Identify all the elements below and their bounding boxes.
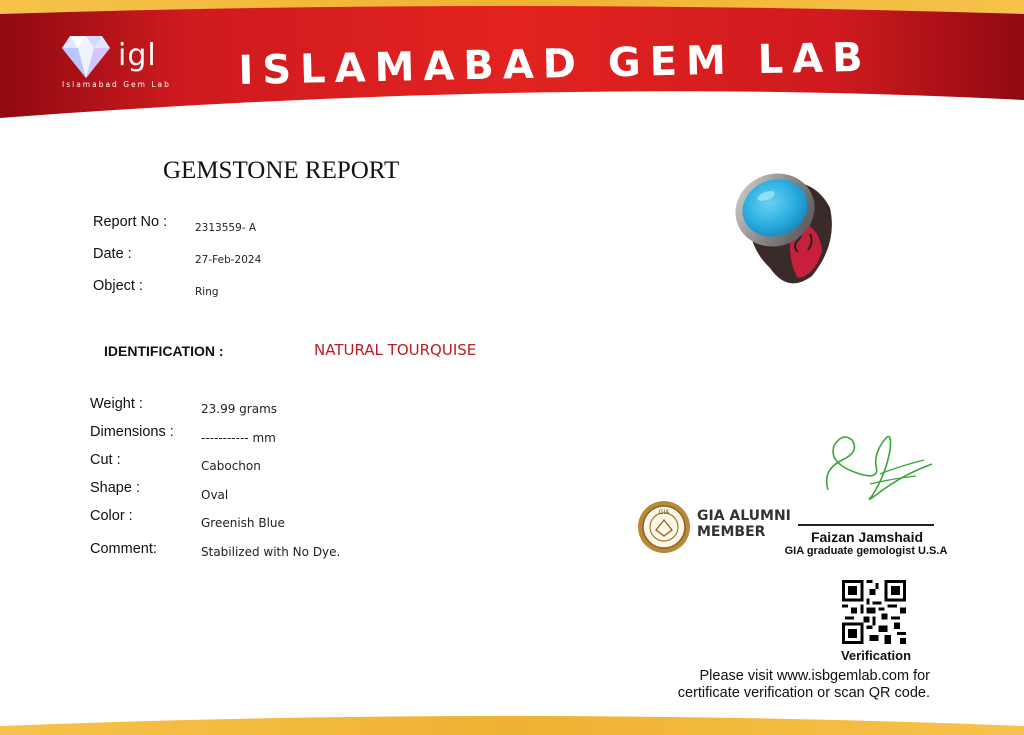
cut-value: Cabochon: [201, 459, 261, 473]
verification-line1: Please visit www.isbgemlab.com for: [699, 668, 930, 684]
color-label: Color :: [90, 508, 133, 524]
qr-caption: Verification: [840, 648, 912, 663]
gia-alumni-line1: GIA ALUMNI: [697, 508, 791, 524]
banner-title: ISLAMABAD GEM LAB: [238, 34, 873, 94]
color-value: Greenish Blue: [201, 516, 285, 530]
comment-label: Comment:: [90, 541, 157, 557]
gia-seal-text: GIA: [658, 509, 670, 516]
shape-label: Shape :: [90, 480, 140, 496]
weight-value: 23.99 grams: [201, 402, 278, 416]
report-no-label: Report No :: [93, 214, 168, 230]
identification-value: NATURAL TOURQUISE: [314, 341, 477, 359]
gia-alumni-badge: [697, 508, 791, 540]
identification-label: IDENTIFICATION :: [104, 343, 224, 359]
object-label: Object :: [93, 278, 143, 294]
gia-alumni-line2: MEMBER: [697, 524, 766, 540]
weight-label: Weight :: [90, 396, 143, 412]
date-label: Date :: [93, 246, 132, 262]
verification-note: [640, 668, 930, 702]
signatory-title: GIA graduate gemologist U.S.A: [784, 545, 948, 557]
qr-code[interactable]: [842, 580, 906, 644]
diamond-logo-icon: [62, 34, 110, 78]
verification-line2: certificate verification or scan QR code.: [677, 685, 930, 701]
footer-band: [0, 700, 1024, 735]
signature: [820, 430, 940, 505]
signatory-name: Faizan Jamshaid: [810, 529, 924, 545]
comment-value: Stabilized with No Dye.: [201, 545, 341, 559]
dimensions-label: Dimensions :: [90, 424, 174, 440]
shape-value: Oval: [201, 488, 229, 502]
object-value: Ring: [195, 286, 219, 298]
report-no-value: 2313559- A: [195, 222, 257, 234]
brand-logo-mark: igl: [118, 38, 157, 73]
ring-photo: [700, 148, 850, 298]
report-title: GEMSTONE REPORT: [163, 157, 400, 184]
signature-line: [798, 524, 934, 526]
brand-subtitle: Islamabad Gem Lab: [62, 80, 171, 89]
date-value: 27-Feb-2024: [195, 254, 262, 266]
cut-label: Cut :: [90, 452, 121, 468]
gia-seal-icon: [637, 500, 691, 554]
dimensions-value: ----------- mm: [201, 431, 276, 445]
